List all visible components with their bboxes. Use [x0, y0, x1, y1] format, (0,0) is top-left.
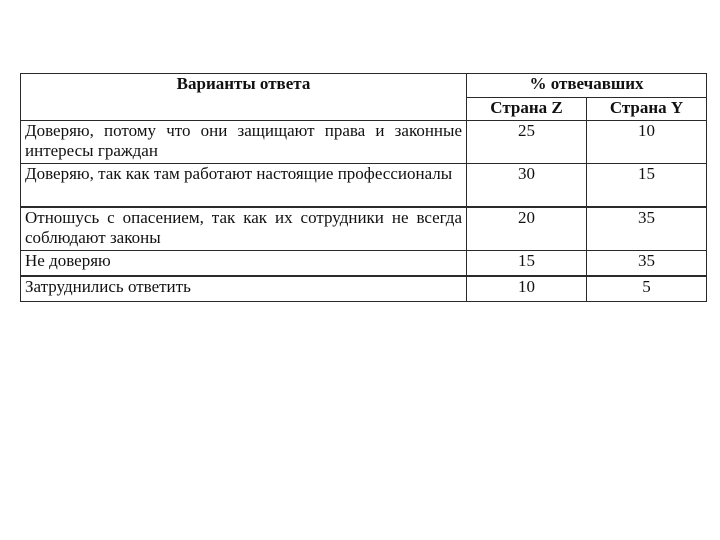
table-row	[21, 207, 707, 251]
answer-option: Затруднились ответить	[21, 276, 467, 302]
country-y-value: 15	[587, 164, 707, 208]
country-z-value: 25	[467, 121, 587, 164]
answer-option: Отношусь с опасением, так как их сотрудники не всегда соблюдают законы	[21, 207, 467, 251]
answer-option: Доверяю, так как там работают настоящие профессионалы	[21, 164, 467, 208]
country-z-value: 20	[467, 207, 587, 251]
answer-option: Не доверяю	[21, 251, 467, 277]
country-z-value: 15	[467, 251, 587, 277]
percent-header: % отвечавших	[467, 74, 707, 98]
country-y-value: 10	[587, 121, 707, 164]
survey-table	[20, 73, 707, 302]
table-row	[21, 251, 707, 277]
country-y-value: 35	[587, 251, 707, 277]
table-row	[21, 164, 707, 208]
country-y-header: Страна Y	[587, 97, 707, 121]
country-y-value: 35	[587, 207, 707, 251]
country-z-header: Страна Z	[467, 97, 587, 121]
table-row	[21, 276, 707, 302]
country-z-value: 30	[467, 164, 587, 208]
country-y-value: 5	[587, 276, 707, 302]
country-z-value: 10	[467, 276, 587, 302]
answer-option: Доверяю, потому что они защищают права и законные интересы граждан	[21, 121, 467, 164]
table-row	[21, 121, 707, 164]
options-header: Варианты ответа	[21, 74, 467, 121]
